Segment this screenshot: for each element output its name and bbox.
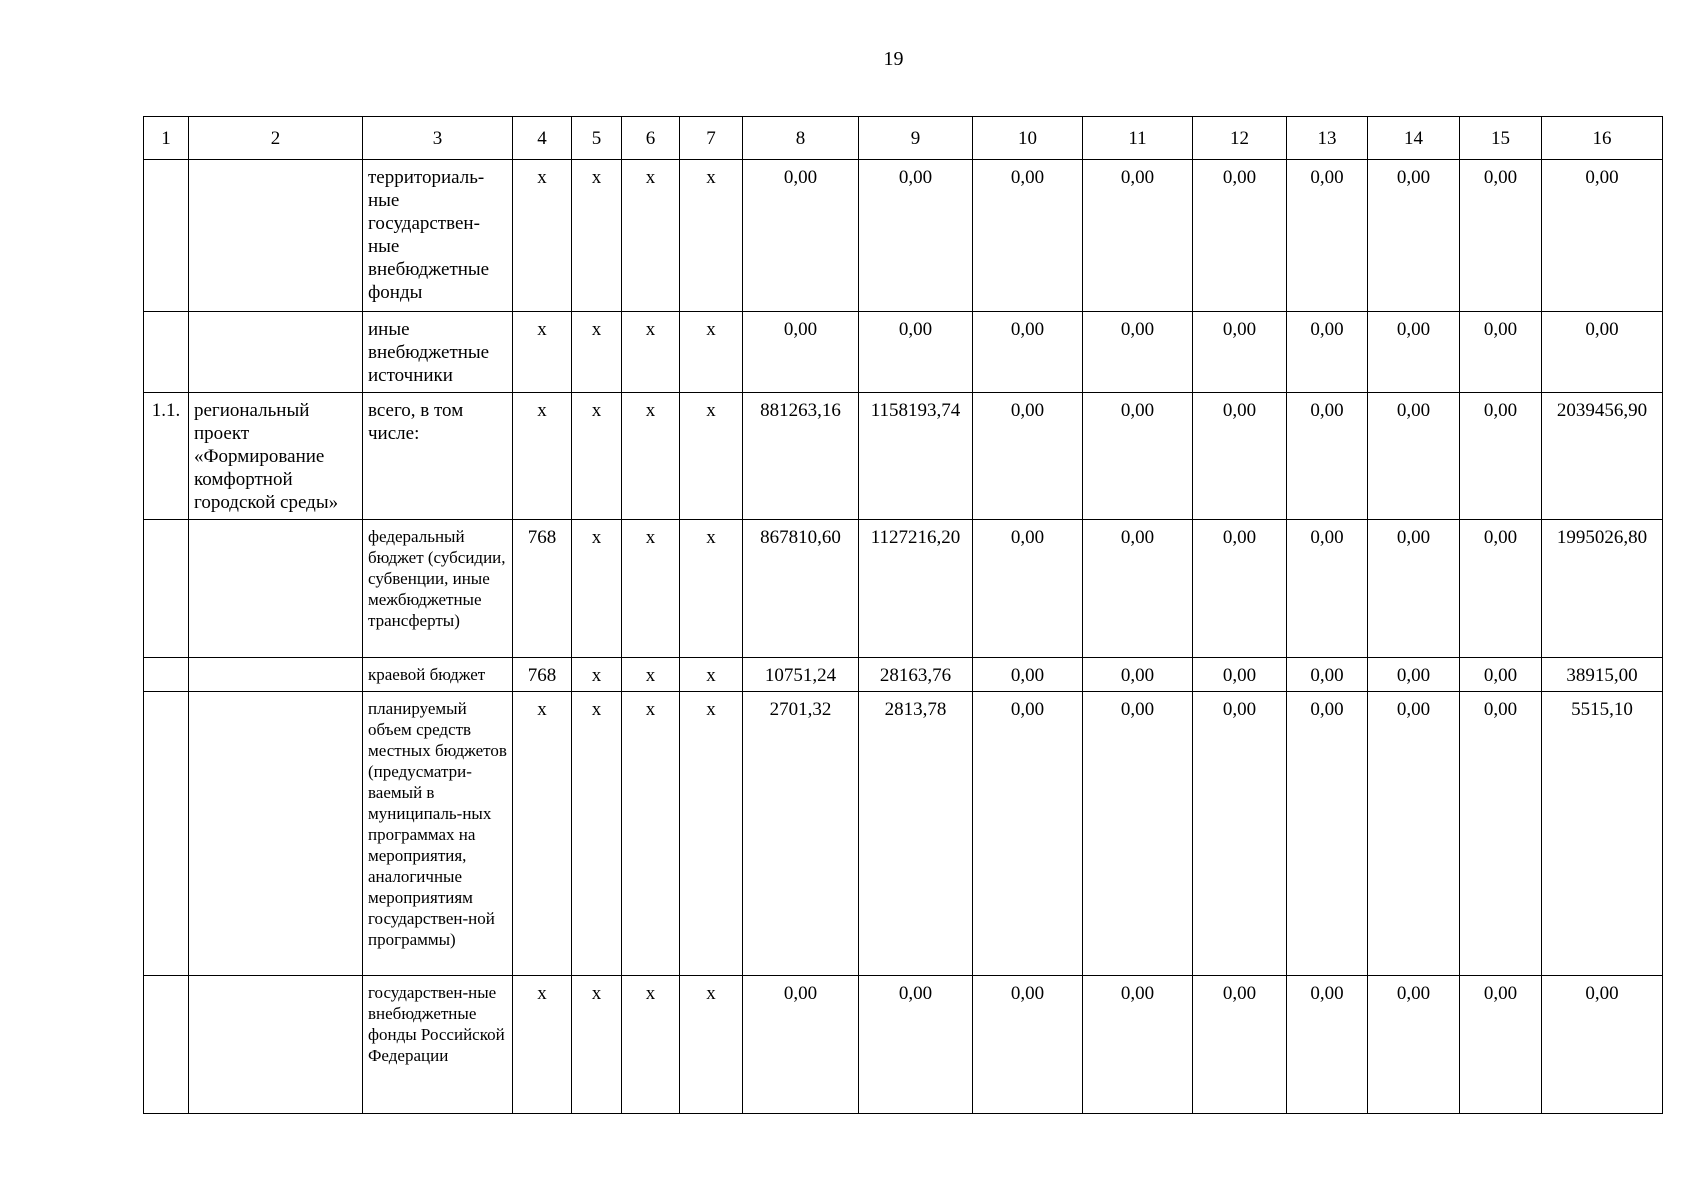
row-number-cell bbox=[144, 520, 189, 658]
item-name-cell bbox=[189, 160, 363, 312]
funding-source-cell: всего, в том числе: bbox=[363, 393, 513, 520]
item-name-cell: региональный проект «Формирование комфортной городской среды» bbox=[189, 393, 363, 520]
column-header: 3 bbox=[363, 117, 513, 160]
code-cell: х bbox=[572, 393, 622, 520]
column-header: 9 bbox=[859, 117, 973, 160]
code-cell: х bbox=[513, 692, 572, 976]
amount-cell: 0,00 bbox=[1083, 976, 1193, 1114]
column-header: 5 bbox=[572, 117, 622, 160]
code-cell: х bbox=[680, 520, 743, 658]
page-number: 19 bbox=[883, 48, 904, 70]
code-cell: х bbox=[572, 976, 622, 1114]
table-row bbox=[144, 160, 1663, 312]
column-header: 11 bbox=[1083, 117, 1193, 160]
amount-cell: 0,00 bbox=[1193, 393, 1287, 520]
code-cell: х bbox=[622, 312, 680, 393]
funding-source-cell: краевой бюджет bbox=[363, 658, 513, 692]
code-cell: х bbox=[572, 520, 622, 658]
table-row bbox=[144, 976, 1663, 1114]
code-cell: х bbox=[680, 393, 743, 520]
amount-cell: 881263,16 bbox=[743, 393, 859, 520]
column-header: 8 bbox=[743, 117, 859, 160]
amount-cell: 2701,32 bbox=[743, 692, 859, 976]
row-number-cell bbox=[144, 976, 189, 1114]
amount-cell: 0,00 bbox=[1368, 160, 1460, 312]
code-cell: х bbox=[513, 393, 572, 520]
amount-cell: 0,00 bbox=[1460, 312, 1542, 393]
item-name-cell bbox=[189, 658, 363, 692]
total-amount-cell: 5515,10 bbox=[1542, 692, 1663, 976]
code-cell: х bbox=[513, 312, 572, 393]
amount-cell: 0,00 bbox=[1083, 312, 1193, 393]
row-number-cell bbox=[144, 312, 189, 393]
column-header: 15 bbox=[1460, 117, 1542, 160]
column-header: 16 bbox=[1542, 117, 1663, 160]
amount-cell: 0,00 bbox=[1083, 692, 1193, 976]
table-row bbox=[144, 692, 1663, 976]
amount-cell: 0,00 bbox=[1368, 976, 1460, 1114]
amount-cell: 0,00 bbox=[1083, 160, 1193, 312]
amount-cell: 0,00 bbox=[1287, 692, 1368, 976]
amount-cell: 0,00 bbox=[1368, 393, 1460, 520]
amount-cell: 0,00 bbox=[1193, 520, 1287, 658]
column-number-row bbox=[144, 117, 1663, 160]
code-cell: х bbox=[513, 976, 572, 1114]
amount-cell: 0,00 bbox=[1083, 658, 1193, 692]
funding-source-cell: территориаль-ные государствен-ные внебюджетные фонды bbox=[363, 160, 513, 312]
code-cell: х bbox=[680, 692, 743, 976]
amount-cell: 0,00 bbox=[1460, 976, 1542, 1114]
code-cell: х bbox=[572, 658, 622, 692]
amount-cell: 0,00 bbox=[1287, 393, 1368, 520]
funding-source-cell: государствен-ные внебюджетные фонды Российской Федерации bbox=[363, 976, 513, 1114]
amount-cell: 0,00 bbox=[1287, 658, 1368, 692]
amount-cell: 0,00 bbox=[1460, 692, 1542, 976]
amount-cell: 10751,24 bbox=[743, 658, 859, 692]
amount-cell: 0,00 bbox=[1460, 520, 1542, 658]
code-cell: х bbox=[622, 658, 680, 692]
total-amount-cell: 0,00 bbox=[1542, 312, 1663, 393]
budget-table bbox=[143, 116, 1663, 1114]
code-cell: х bbox=[572, 692, 622, 976]
amount-cell: 0,00 bbox=[973, 393, 1083, 520]
funding-source-cell: иные внебюджетные источники bbox=[363, 312, 513, 393]
item-name-cell bbox=[189, 312, 363, 393]
amount-cell: 0,00 bbox=[1193, 976, 1287, 1114]
column-header: 4 bbox=[513, 117, 572, 160]
table-row bbox=[144, 393, 1663, 520]
code-cell: х bbox=[622, 692, 680, 976]
amount-cell: 2813,78 bbox=[859, 692, 973, 976]
total-amount-cell: 0,00 bbox=[1542, 160, 1663, 312]
amount-cell: 0,00 bbox=[1193, 312, 1287, 393]
code-cell: х bbox=[622, 976, 680, 1114]
code-cell: х bbox=[680, 160, 743, 312]
amount-cell: 0,00 bbox=[859, 976, 973, 1114]
amount-cell: 0,00 bbox=[1287, 160, 1368, 312]
amount-cell: 0,00 bbox=[973, 520, 1083, 658]
amount-cell: 0,00 bbox=[1287, 520, 1368, 658]
total-amount-cell: 0,00 bbox=[1542, 976, 1663, 1114]
amount-cell: 0,00 bbox=[859, 160, 973, 312]
code-cell: х bbox=[572, 160, 622, 312]
amount-cell: 0,00 bbox=[973, 692, 1083, 976]
amount-cell: 867810,60 bbox=[743, 520, 859, 658]
amount-cell: 0,00 bbox=[1287, 976, 1368, 1114]
column-header: 14 bbox=[1368, 117, 1460, 160]
amount-cell: 28163,76 bbox=[859, 658, 973, 692]
column-header: 12 bbox=[1193, 117, 1287, 160]
amount-cell: 0,00 bbox=[1083, 520, 1193, 658]
amount-cell: 0,00 bbox=[1083, 393, 1193, 520]
amount-cell: 0,00 bbox=[1368, 312, 1460, 393]
amount-cell: 0,00 bbox=[1193, 692, 1287, 976]
code-cell: х bbox=[680, 976, 743, 1114]
amount-cell: 0,00 bbox=[1368, 520, 1460, 658]
amount-cell: 0,00 bbox=[743, 160, 859, 312]
total-amount-cell: 38915,00 bbox=[1542, 658, 1663, 692]
table-row bbox=[144, 312, 1663, 393]
amount-cell: 0,00 bbox=[743, 976, 859, 1114]
amount-cell: 1158193,74 bbox=[859, 393, 973, 520]
amount-cell: 0,00 bbox=[973, 976, 1083, 1114]
amount-cell: 0,00 bbox=[743, 312, 859, 393]
row-number-cell bbox=[144, 658, 189, 692]
amount-cell: 0,00 bbox=[1368, 658, 1460, 692]
funding-source-cell: федеральный бюджет (субсидии, субвенции, иные межбюджетные трансферты) bbox=[363, 520, 513, 658]
code-cell: х bbox=[680, 312, 743, 393]
code-cell: 768 bbox=[513, 520, 572, 658]
code-cell: х bbox=[622, 520, 680, 658]
code-cell: х bbox=[513, 160, 572, 312]
total-amount-cell: 1995026,80 bbox=[1542, 520, 1663, 658]
code-cell: х bbox=[622, 160, 680, 312]
code-cell: х bbox=[680, 658, 743, 692]
table-row bbox=[144, 658, 1663, 692]
item-name-cell bbox=[189, 520, 363, 658]
amount-cell: 0,00 bbox=[1193, 658, 1287, 692]
amount-cell: 0,00 bbox=[1460, 393, 1542, 520]
code-cell: х bbox=[572, 312, 622, 393]
column-header: 1 bbox=[144, 117, 189, 160]
total-amount-cell: 2039456,90 bbox=[1542, 393, 1663, 520]
row-number-cell bbox=[144, 692, 189, 976]
row-number-cell bbox=[144, 160, 189, 312]
amount-cell: 0,00 bbox=[973, 160, 1083, 312]
column-header: 2 bbox=[189, 117, 363, 160]
column-header: 13 bbox=[1287, 117, 1368, 160]
amount-cell: 0,00 bbox=[1287, 312, 1368, 393]
item-name-cell bbox=[189, 976, 363, 1114]
amount-cell: 1127216,20 bbox=[859, 520, 973, 658]
amount-cell: 0,00 bbox=[1368, 692, 1460, 976]
code-cell: 768 bbox=[513, 658, 572, 692]
amount-cell: 0,00 bbox=[973, 658, 1083, 692]
amount-cell: 0,00 bbox=[859, 312, 973, 393]
funding-source-cell: планируемый объем средств местных бюджетов (предусматри-ваемый в муниципаль-ных программах на мероприятия, аналогичные мероприятиям государствен-ной программы) bbox=[363, 692, 513, 976]
amount-cell: 0,00 bbox=[1460, 160, 1542, 312]
table-row bbox=[144, 520, 1663, 658]
column-header: 6 bbox=[622, 117, 680, 160]
column-header: 10 bbox=[973, 117, 1083, 160]
amount-cell: 0,00 bbox=[1460, 658, 1542, 692]
amount-cell: 0,00 bbox=[1193, 160, 1287, 312]
row-number-cell: 1.1. bbox=[144, 393, 189, 520]
item-name-cell bbox=[189, 692, 363, 976]
column-header: 7 bbox=[680, 117, 743, 160]
code-cell: х bbox=[622, 393, 680, 520]
amount-cell: 0,00 bbox=[973, 312, 1083, 393]
